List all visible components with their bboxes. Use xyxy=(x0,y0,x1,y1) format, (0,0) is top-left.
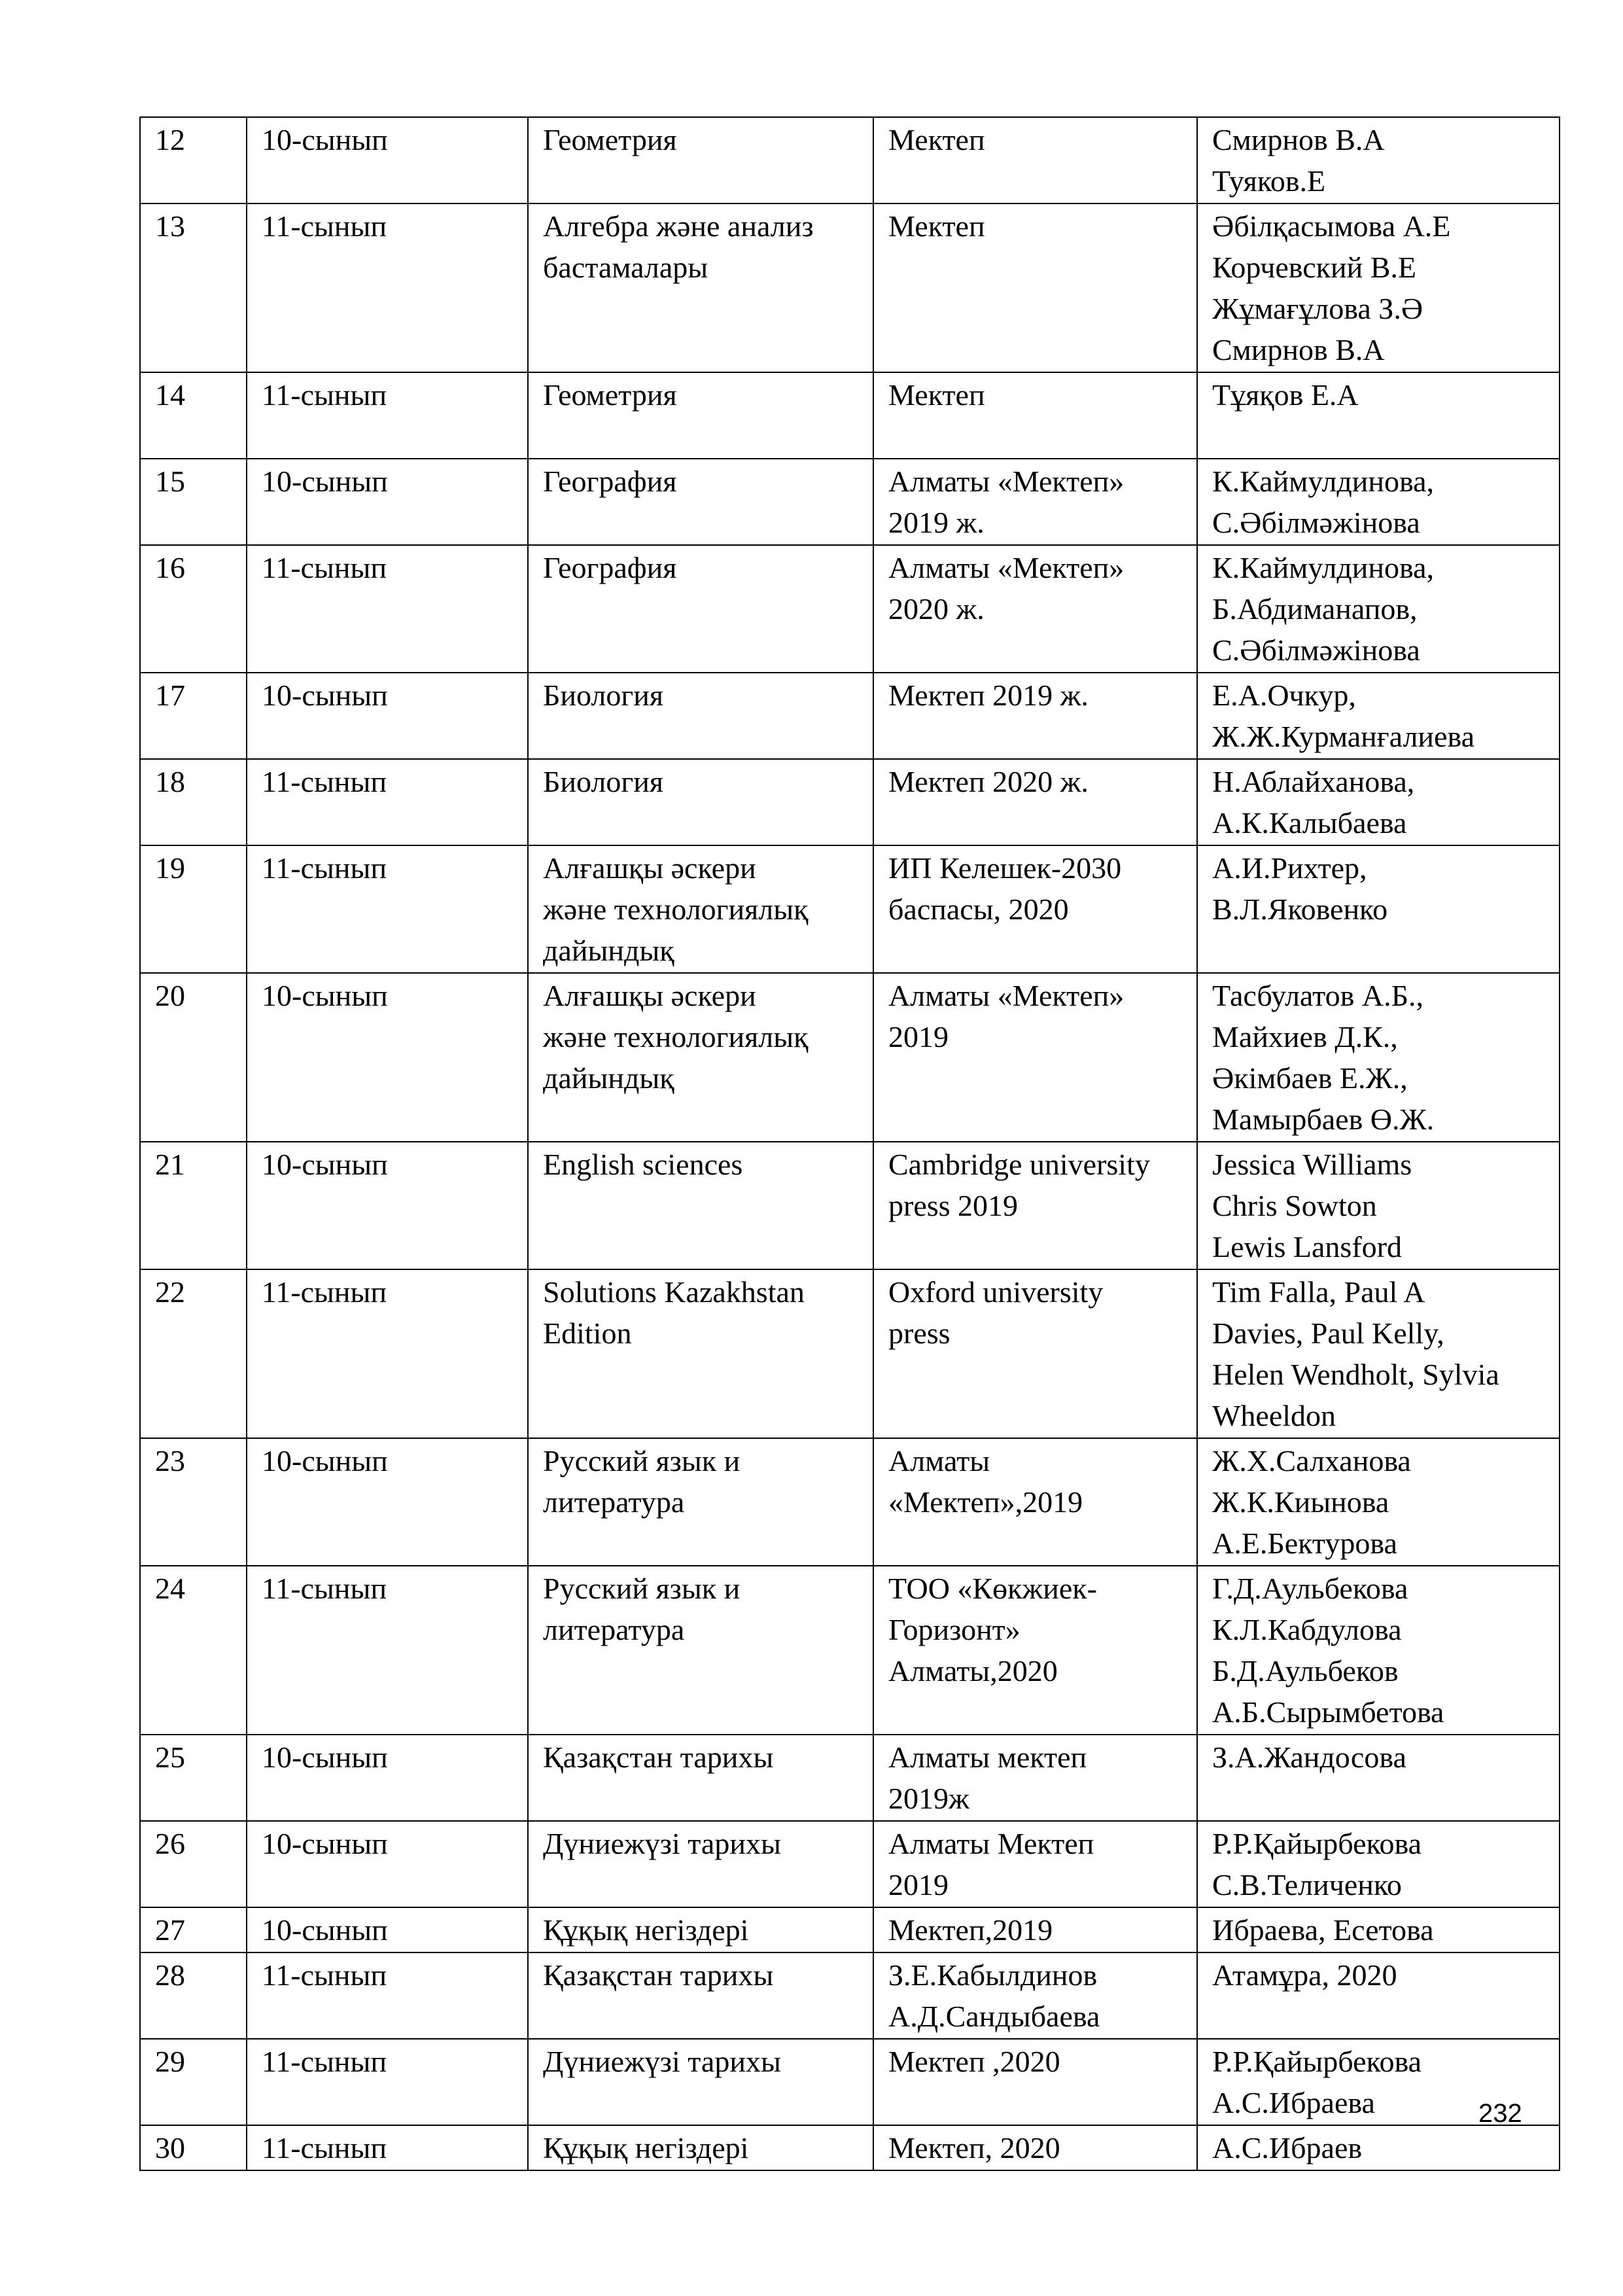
cell-subject xyxy=(528,759,873,845)
cell-subject-line: дайындық xyxy=(543,934,674,967)
cell-subject-line: бастамалары xyxy=(543,251,708,284)
cell-number xyxy=(140,1269,247,1438)
cell-number xyxy=(140,673,247,759)
cell-publisher-line: 2019ж xyxy=(888,1782,969,1815)
cell-publisher xyxy=(873,117,1197,203)
cell-authors-line: А.С.Ибраев xyxy=(1212,2131,1363,2164)
cell-publisher-line: Алматы «Мектеп» xyxy=(888,979,1125,1012)
cell-authors xyxy=(1197,117,1560,203)
cell-publisher xyxy=(873,459,1197,545)
cell-authors-line: Tim Falla, Paul A xyxy=(1212,1275,1425,1309)
cell-subject xyxy=(528,1566,873,1735)
cell-authors-line: А.Е.Бектурова xyxy=(1212,1527,1397,1560)
cell-publisher xyxy=(873,203,1197,372)
cell-grade xyxy=(247,845,528,973)
cell-subject-line: литература xyxy=(543,1613,685,1646)
cell-subject-line: Биология xyxy=(543,765,664,798)
page-number: 232 xyxy=(1478,2099,1522,2128)
cell-publisher xyxy=(873,845,1197,973)
cell-authors xyxy=(1197,845,1560,973)
cell-authors xyxy=(1197,545,1560,673)
cell-grade xyxy=(247,2039,528,2125)
cell-authors-line: Майхиев Д.К., xyxy=(1212,1020,1398,1053)
table-row xyxy=(140,117,1560,203)
cell-authors-line: Ж.К.Киынова xyxy=(1212,1485,1389,1519)
cell-subject xyxy=(528,1821,873,1907)
cell-grade-line: 11-сынып xyxy=(262,2131,387,2164)
cell-authors-line: Жұмағұлова З.Ә xyxy=(1212,292,1423,325)
cell-number-line: 19 xyxy=(155,851,185,885)
cell-subject xyxy=(528,973,873,1142)
cell-publisher-line: А.Д.Сандыбаева xyxy=(888,2000,1100,2033)
cell-authors xyxy=(1197,1269,1560,1438)
cell-subject xyxy=(528,459,873,545)
cell-number xyxy=(140,845,247,973)
cell-grade-line: 10-сынып xyxy=(262,1740,388,1774)
cell-number-line: 14 xyxy=(155,378,185,412)
cell-authors xyxy=(1197,1438,1560,1566)
cell-number xyxy=(140,759,247,845)
cell-subject-line: Қазақстан тарихы xyxy=(543,1958,774,1992)
cell-authors-line: Тұяқов Е.А xyxy=(1212,378,1359,412)
cell-subject-line: Русский язык и xyxy=(543,1572,741,1605)
cell-number-line: 18 xyxy=(155,765,185,798)
cell-publisher-line: Мектеп,2019 xyxy=(888,1913,1053,1947)
cell-subject-line: Құқық негіздері xyxy=(543,1913,749,1947)
cell-grade-line: 10-сынып xyxy=(262,123,388,156)
cell-publisher xyxy=(873,1566,1197,1735)
cell-publisher-line: З.Е.Кабылдинов xyxy=(888,1958,1098,1992)
cell-authors-line: С.Әбілмәжінова xyxy=(1212,506,1420,539)
cell-authors-line: Атамұра, 2020 xyxy=(1212,1958,1397,1992)
cell-subject-line: English sciences xyxy=(543,1148,743,1181)
table-row xyxy=(140,1142,1560,1269)
cell-publisher-line: 2019 xyxy=(888,1868,949,1901)
cell-authors-line: В.Л.Яковенко xyxy=(1212,892,1388,926)
cell-grade xyxy=(247,1438,528,1566)
cell-number-line: 12 xyxy=(155,123,185,156)
cell-number-line: 17 xyxy=(155,679,185,712)
cell-subject-line: және технологиялық xyxy=(543,892,809,926)
cell-publisher-line: ТОО «Көкжиек- xyxy=(888,1572,1097,1605)
cell-publisher-line: Алматы xyxy=(888,1444,990,1477)
cell-authors-line: Davies, Paul Kelly, xyxy=(1212,1316,1444,1350)
cell-publisher-line: Oxford university xyxy=(888,1275,1104,1309)
cell-authors-line: К.Каймулдинова, xyxy=(1212,465,1435,498)
table-row xyxy=(140,2125,1560,2170)
cell-authors-line: Мамырбаев Ө.Ж. xyxy=(1212,1103,1435,1136)
cell-authors xyxy=(1197,1566,1560,1735)
cell-number-line: 27 xyxy=(155,1913,185,1947)
cell-grade xyxy=(247,1142,528,1269)
cell-authors-line: Әкімбаев Е.Ж., xyxy=(1212,1061,1408,1095)
cell-authors xyxy=(1197,1735,1560,1821)
cell-authors-line: С.В.Теличенко xyxy=(1212,1868,1402,1901)
cell-publisher xyxy=(873,2125,1197,2170)
cell-grade xyxy=(247,973,528,1142)
cell-number xyxy=(140,1907,247,1952)
cell-publisher xyxy=(873,1907,1197,1952)
cell-grade-line: 11-сынып xyxy=(262,209,387,243)
cell-subject-line: Алғашқы әскери xyxy=(543,851,756,885)
cell-authors-line: Әбілқасымова А.Е xyxy=(1212,209,1451,243)
cell-publisher-line: Мектеп xyxy=(888,123,985,156)
cell-publisher-line: Алматы,2020 xyxy=(888,1654,1058,1687)
cell-subject xyxy=(528,1142,873,1269)
cell-authors-line: К.Каймулдинова, xyxy=(1212,551,1435,584)
cell-number-line: 24 xyxy=(155,1572,185,1605)
cell-subject-line: Қазақстан тарихы xyxy=(543,1740,774,1774)
cell-authors-line: Смирнов В.А xyxy=(1212,123,1385,156)
cell-number xyxy=(140,203,247,372)
cell-publisher-line: Мектеп xyxy=(888,209,985,243)
cell-publisher xyxy=(873,2039,1197,2125)
cell-authors-line: А.С.Ибраева xyxy=(1212,2086,1375,2119)
cell-authors-line: Е.А.Очкур, xyxy=(1212,679,1356,712)
cell-authors-line: Н.Аблайханова, xyxy=(1212,765,1415,798)
cell-grade xyxy=(247,1735,528,1821)
table-body xyxy=(140,117,1560,2170)
cell-subject-line: Edition xyxy=(543,1316,632,1350)
cell-authors-line: Lewis Lansford xyxy=(1212,1230,1402,1263)
cell-number-line: 25 xyxy=(155,1740,185,1774)
table-row xyxy=(140,845,1560,973)
cell-grade xyxy=(247,1566,528,1735)
cell-authors xyxy=(1197,372,1560,459)
cell-subject-line: Биология xyxy=(543,679,664,712)
cell-authors-line: Р.Р.Қайырбекова xyxy=(1212,1827,1422,1860)
cell-subject xyxy=(528,673,873,759)
cell-subject-line: Дүниежүзі тарихы xyxy=(543,2045,781,2078)
cell-publisher-line: Мектеп xyxy=(888,378,985,412)
cell-number xyxy=(140,117,247,203)
cell-publisher-line: баспасы, 2020 xyxy=(888,892,1069,926)
cell-number-line: 29 xyxy=(155,2045,185,2078)
cell-authors xyxy=(1197,1907,1560,1952)
cell-grade-line: 11-сынып xyxy=(262,1275,387,1309)
cell-publisher xyxy=(873,1142,1197,1269)
cell-subject-line: дайындық xyxy=(543,1061,674,1095)
cell-authors xyxy=(1197,1952,1560,2039)
cell-subject-line: География xyxy=(543,465,677,498)
cell-authors-line: Туяков.Е xyxy=(1212,164,1326,198)
cell-publisher-line: press xyxy=(888,1316,951,1350)
cell-publisher-line: Cambridge university xyxy=(888,1148,1150,1181)
cell-publisher xyxy=(873,673,1197,759)
cell-number xyxy=(140,1735,247,1821)
cell-number-line: 13 xyxy=(155,209,185,243)
cell-grade-line: 10-сынып xyxy=(262,1148,388,1181)
cell-grade xyxy=(247,673,528,759)
cell-publisher-line: 2019 ж. xyxy=(888,506,985,539)
cell-subject-line: және технологиялық xyxy=(543,1020,809,1053)
cell-grade-line: 11-сынып xyxy=(262,1958,387,1992)
cell-grade-line: 11-сынып xyxy=(262,2045,387,2078)
cell-grade xyxy=(247,759,528,845)
cell-grade xyxy=(247,459,528,545)
cell-authors-line: А.К.Калыбаева xyxy=(1212,806,1407,839)
table-row xyxy=(140,1821,1560,1907)
cell-publisher-line: ИП Келешек-2030 xyxy=(888,851,1122,885)
table-row xyxy=(140,372,1560,459)
cell-authors-line: А.И.Рихтер, xyxy=(1212,851,1367,885)
cell-authors xyxy=(1197,973,1560,1142)
cell-publisher xyxy=(873,759,1197,845)
cell-subject-line: литература xyxy=(543,1485,685,1519)
cell-subject-line: Алгебра және анализ xyxy=(543,209,814,243)
cell-number xyxy=(140,1438,247,1566)
cell-publisher xyxy=(873,1269,1197,1438)
cell-subject-line: География xyxy=(543,551,677,584)
cell-number-line: 16 xyxy=(155,551,185,584)
cell-authors-line: С.Әбілмәжінова xyxy=(1212,633,1420,667)
cell-authors-line: Р.Р.Қайырбекова xyxy=(1212,2045,1422,2078)
cell-authors xyxy=(1197,2125,1560,2170)
cell-authors-line: Корчевский В.Е xyxy=(1212,251,1417,284)
cell-authors-line: Chris Sowton xyxy=(1212,1189,1377,1222)
cell-subject xyxy=(528,2039,873,2125)
cell-publisher-line: Мектеп, 2020 xyxy=(888,2131,1060,2164)
cell-authors xyxy=(1197,1821,1560,1907)
cell-grade xyxy=(247,1907,528,1952)
cell-publisher-line: Алматы Мектеп xyxy=(888,1827,1094,1860)
cell-subject xyxy=(528,545,873,673)
cell-subject xyxy=(528,845,873,973)
cell-authors-line: Ж.Х.Салханова xyxy=(1212,1444,1411,1477)
cell-publisher xyxy=(873,1821,1197,1907)
cell-publisher xyxy=(873,973,1197,1142)
table-row xyxy=(140,459,1560,545)
cell-number xyxy=(140,1821,247,1907)
cell-grade xyxy=(247,2125,528,2170)
cell-number-line: 30 xyxy=(155,2131,185,2164)
cell-subject xyxy=(528,203,873,372)
cell-number xyxy=(140,1952,247,2039)
cell-grade-line: 10-сынып xyxy=(262,679,388,712)
cell-subject xyxy=(528,1438,873,1566)
cell-authors-line: Ибраева, Есетова xyxy=(1212,1913,1434,1947)
cell-publisher-line: Алматы мектеп xyxy=(888,1740,1087,1774)
cell-authors-line: Б.Абдиманапов, xyxy=(1212,592,1418,626)
cell-number-line: 22 xyxy=(155,1275,185,1309)
cell-number xyxy=(140,2125,247,2170)
cell-publisher-line: 2019 xyxy=(888,1020,949,1053)
cell-authors-line: Б.Д.Аульбеков xyxy=(1212,1654,1399,1687)
cell-authors-line: Jessica Williams xyxy=(1212,1148,1412,1181)
cell-grade-line: 10-сынып xyxy=(262,979,388,1012)
cell-subject-line: Дүниежүзі тарихы xyxy=(543,1827,781,1860)
cell-number xyxy=(140,372,247,459)
cell-publisher-line: Алматы «Мектеп» xyxy=(888,551,1125,584)
cell-authors xyxy=(1197,1142,1560,1269)
cell-subject xyxy=(528,1735,873,1821)
cell-authors-line: Helen Wendholt, Sylvia xyxy=(1212,1358,1499,1391)
table-row xyxy=(140,1952,1560,2039)
cell-authors xyxy=(1197,673,1560,759)
cell-number-line: 15 xyxy=(155,465,185,498)
cell-grade-line: 10-сынып xyxy=(262,1827,388,1860)
cell-publisher-line: Алматы «Мектеп» xyxy=(888,465,1125,498)
cell-publisher xyxy=(873,1952,1197,2039)
cell-number xyxy=(140,1142,247,1269)
cell-subject xyxy=(528,1907,873,1952)
cell-subject xyxy=(528,1952,873,2039)
cell-number-line: 26 xyxy=(155,1827,185,1860)
cell-authors-line: Ж.Ж.Курманғалиева xyxy=(1212,720,1475,753)
cell-subject-line: Русский язык и xyxy=(543,1444,741,1477)
cell-grade xyxy=(247,1821,528,1907)
cell-number-line: 28 xyxy=(155,1958,185,1992)
cell-authors xyxy=(1197,203,1560,372)
table-row xyxy=(140,2039,1560,2125)
cell-authors-line: А.Б.Сырымбетова xyxy=(1212,1695,1444,1729)
cell-authors-line: Г.Д.Аульбекова xyxy=(1212,1572,1408,1605)
table-row xyxy=(140,1907,1560,1952)
cell-subject xyxy=(528,1269,873,1438)
cell-authors-line: К.Л.Кабдулова xyxy=(1212,1613,1402,1646)
cell-publisher xyxy=(873,1438,1197,1566)
cell-publisher-line: Мектеп ,2020 xyxy=(888,2045,1060,2078)
cell-subject xyxy=(528,372,873,459)
cell-publisher xyxy=(873,545,1197,673)
table-row xyxy=(140,973,1560,1142)
cell-subject-line: Құқық негіздері xyxy=(543,2131,749,2164)
table-row xyxy=(140,1566,1560,1735)
cell-number xyxy=(140,2039,247,2125)
cell-subject-line: Геометрия xyxy=(543,378,677,412)
cell-authors-line: Тасбулатов А.Б., xyxy=(1212,979,1424,1012)
cell-grade-line: 11-сынып xyxy=(262,378,387,412)
cell-grade-line: 10-сынып xyxy=(262,465,388,498)
textbook-table xyxy=(139,116,1560,2171)
table-row xyxy=(140,759,1560,845)
cell-publisher-line: Мектеп 2019 ж. xyxy=(888,679,1089,712)
cell-publisher xyxy=(873,372,1197,459)
cell-grade-line: 10-сынып xyxy=(262,1444,388,1477)
cell-grade xyxy=(247,1952,528,2039)
cell-subject xyxy=(528,117,873,203)
cell-grade-line: 11-сынып xyxy=(262,1572,387,1605)
cell-authors-line: Смирнов В.А xyxy=(1212,333,1385,366)
cell-grade xyxy=(247,117,528,203)
cell-grade-line: 11-сынып xyxy=(262,851,387,885)
cell-grade-line: 11-сынып xyxy=(262,551,387,584)
cell-grade xyxy=(247,372,528,459)
cell-grade xyxy=(247,545,528,673)
cell-publisher xyxy=(873,1735,1197,1821)
cell-number xyxy=(140,1566,247,1735)
cell-authors-line: З.А.Жандосова xyxy=(1212,1740,1406,1774)
cell-number xyxy=(140,459,247,545)
cell-number-line: 23 xyxy=(155,1444,185,1477)
cell-subject-line: Геометрия xyxy=(543,123,677,156)
cell-number xyxy=(140,545,247,673)
table-row xyxy=(140,203,1560,372)
cell-subject xyxy=(528,2125,873,2170)
cell-authors xyxy=(1197,459,1560,545)
cell-grade xyxy=(247,203,528,372)
cell-grade-line: 10-сынып xyxy=(262,1913,388,1947)
cell-grade xyxy=(247,1269,528,1438)
table-row xyxy=(140,1438,1560,1566)
cell-publisher-line: 2020 ж. xyxy=(888,592,985,626)
cell-number xyxy=(140,973,247,1142)
cell-publisher-line: «Мектеп»,2019 xyxy=(888,1485,1083,1519)
table-row xyxy=(140,1735,1560,1821)
table-row xyxy=(140,673,1560,759)
cell-publisher-line: Горизонт» xyxy=(888,1613,1021,1646)
cell-publisher-line: press 2019 xyxy=(888,1189,1019,1222)
cell-subject-line: Solutions Kazakhstan xyxy=(543,1275,805,1309)
cell-number-line: 21 xyxy=(155,1148,185,1181)
cell-authors-line: Wheeldon xyxy=(1212,1399,1336,1432)
cell-number-line: 20 xyxy=(155,979,185,1012)
table-row xyxy=(140,1269,1560,1438)
cell-publisher-line: Мектеп 2020 ж. xyxy=(888,765,1089,798)
cell-subject-line: Алғашқы әскери xyxy=(543,979,756,1012)
table-row xyxy=(140,545,1560,673)
cell-grade-line: 11-сынып xyxy=(262,765,387,798)
cell-authors xyxy=(1197,759,1560,845)
